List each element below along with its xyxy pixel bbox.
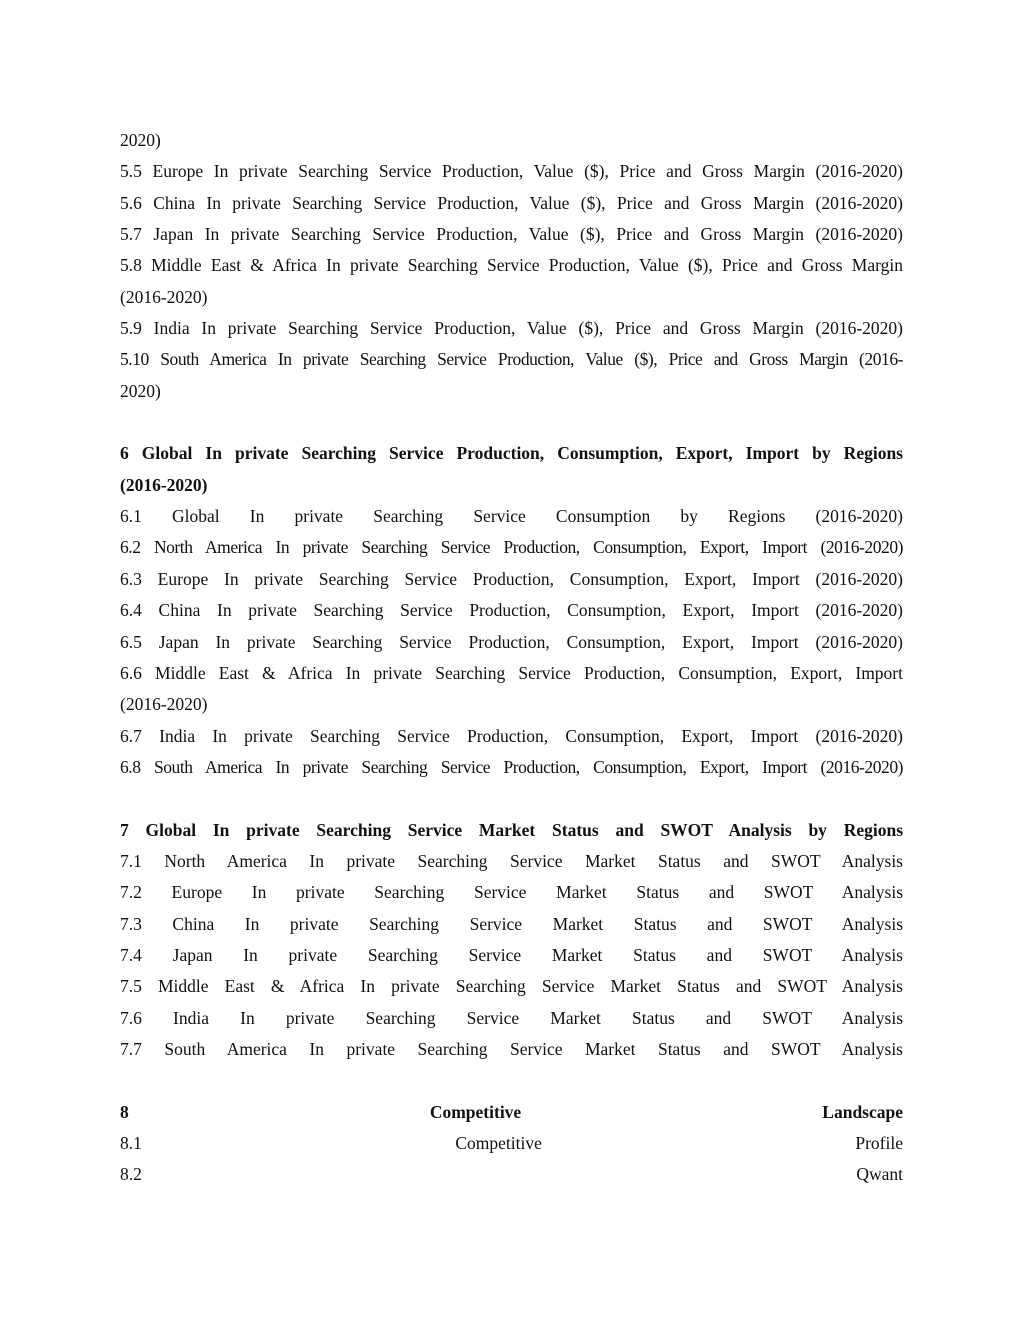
text-line: (2016-2020) — [120, 694, 208, 715]
text-line: 6.3 Europe In private Searching Service Production, Consumption, Export, Import (2016-2020) — [120, 568, 903, 589]
text-line: 5.8 Middle East & Africa In private Searching Service Production, Value ($), Price and Gross Margin — [120, 255, 903, 276]
text-line: 5.9 India In private Searching Service Production, Value ($), Price and Gross Margin (2016-2020) — [120, 318, 903, 339]
text-line: 6.4 China In private Searching Service Production, Consumption, Export, Import (2016-2020) — [120, 600, 903, 621]
text-line: 6.6 Middle East & Africa In private Searching Service Production, Consumption, Export, Import — [120, 662, 903, 683]
section-heading: 8 Competitive Landscape — [120, 1101, 903, 1122]
blank-line — [120, 783, 903, 814]
text-line: 5.10 South America In private Searching Service Production, Value ($), Price and Gross Margin (2016- — [120, 349, 903, 370]
text-line: 6.7 India In private Searching Service Production, Consumption, Export, Import (2016-2020) — [120, 725, 903, 746]
section-heading: (2016-2020) — [120, 474, 208, 495]
text-line: 6.8 South America In private Searching Service Production, Consumption, Export, Import (2016-2020) — [120, 756, 903, 777]
section-heading: 6 Global In private Searching Service Production, Consumption, Export, Import by Regions — [120, 443, 903, 464]
text-line: 5.7 Japan In private Searching Service Production, Value ($), Price and Gross Margin (2016-2020) — [120, 224, 903, 245]
text-line: 7.1 North America In private Searching Service Market Status and SWOT Analysis — [120, 850, 903, 871]
text-line: 5.6 China In private Searching Service Production, Value ($), Price and Gross Margin (2016-2020) — [120, 192, 903, 213]
blank-line — [120, 1065, 903, 1096]
text-line: 6.1 Global In private Searching Service Consumption by Regions (2016-2020) — [120, 506, 903, 527]
text-line: 7.4 Japan In private Searching Service Market Status and SWOT Analysis — [120, 944, 903, 965]
text-line: 6.2 North America In private Searching Service Production, Consumption, Export, Import (2016-2020) — [120, 537, 903, 558]
text-line: 7.3 China In private Searching Service Market Status and SWOT Analysis — [120, 913, 903, 934]
text-line: 2020) — [120, 380, 161, 401]
text-line: 7.6 India In private Searching Service Market Status and SWOT Analysis — [120, 1007, 903, 1028]
text-line: 8.1 Competitive Profile — [120, 1133, 903, 1153]
section-heading: 7 Global In private Searching Service Market Status and SWOT Analysis by Regions — [120, 819, 903, 840]
text-line: 7.7 South America In private Searching Service Market Status and SWOT Analysis — [120, 1038, 903, 1059]
document-page — [120, 125, 903, 1191]
blank-line — [120, 407, 903, 438]
text-line: 7.2 Europe In private Searching Service Market Status and SWOT Analysis — [120, 882, 903, 903]
text-line: 2020) — [120, 130, 161, 150]
text-line: 6.5 Japan In private Searching Service Production, Consumption, Export, Import (2016-2020) — [120, 631, 903, 652]
text-line: 7.5 Middle East & Africa In private Searching Service Market Status and SWOT Analysis — [120, 976, 903, 997]
text-line: 8.2 Qwant — [120, 1164, 903, 1185]
text-line: (2016-2020) — [120, 286, 208, 307]
text-line: 5.5 Europe In private Searching Service Production, Value ($), Price and Gross Margin (2016-2020) — [120, 161, 903, 182]
